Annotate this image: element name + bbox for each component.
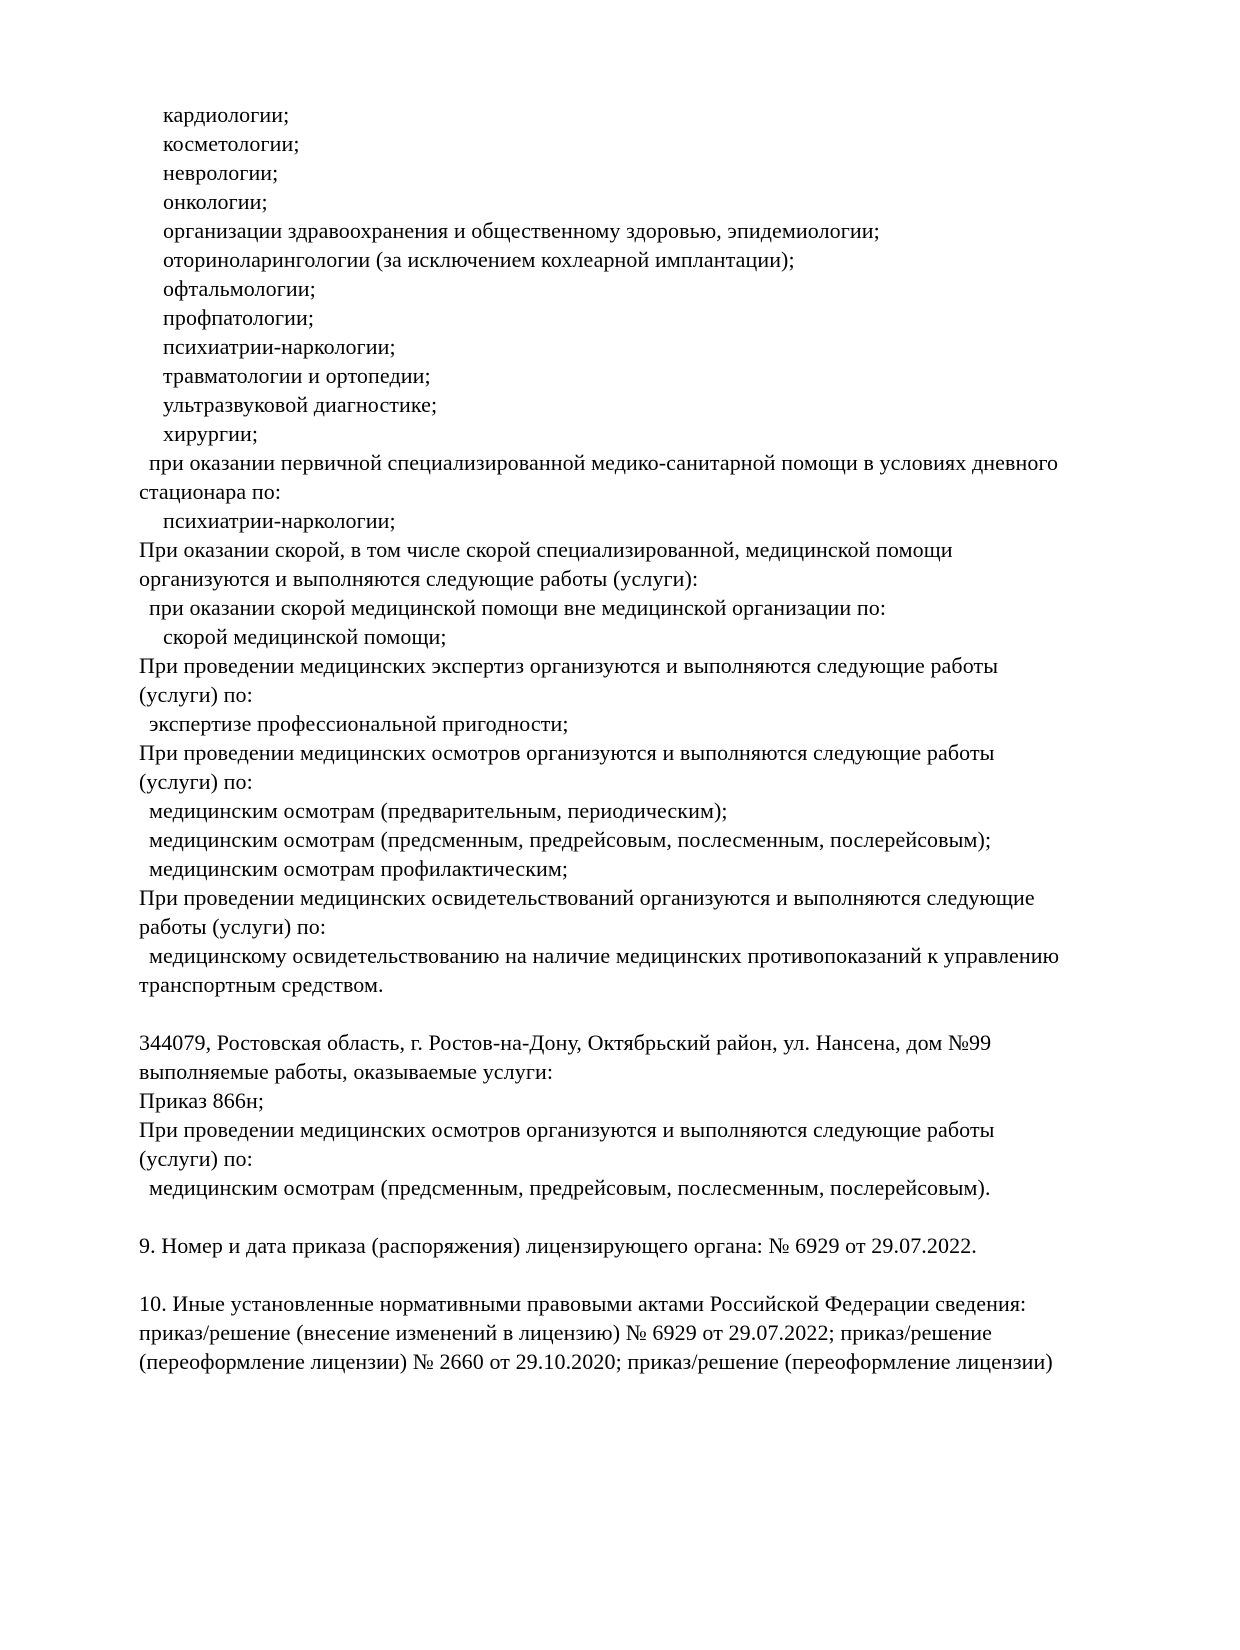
text-line: При проведении медицинских освидетельствований организуются и выполняются следующие [139,885,1035,910]
text-line: (услуги) по: [139,682,253,707]
text-line: скорой медицинской помощи; [163,624,447,649]
text-line: онкологии; [163,189,268,214]
text-line: транспортным средством. [139,972,384,997]
text-line: При оказании скорой, в том числе скорой специализированной, медицинской помощи [139,537,953,562]
text-line: 344079, Ростовская область, г. Ростов-на-Дону, Октябрьский район, ул. Нансена, дом №99 [139,1030,992,1055]
text-line: косметологии; [163,131,300,156]
text-line: 10. Иные установленные нормативными правовыми актами Российской Федерации сведения: [139,1291,1027,1316]
text-line: При проведении медицинских осмотров организуются и выполняются следующие работы [139,1117,995,1142]
text-line: 9. Номер и дата приказа (распоряжения) лицензирующего органа: № 6929 от 29.07.2022. [139,1233,977,1258]
blank-line [139,1202,1219,1231]
text-line: психиатрии-наркологии; [163,508,396,533]
text-line: работы (услуги) по: [139,914,327,939]
license-text-block [139,100,1219,1376]
text-line: экспертизе профессиональной пригодности; [149,711,569,736]
text-line: офтальмологии; [163,276,316,301]
text-line: медицинским осмотрам (предварительным, периодическим); [149,798,728,823]
text-line: выполняемые работы, оказываемые услуги: [139,1059,554,1084]
blank-line [139,999,1219,1028]
text-line: оториноларингологии (за исключением кохлеарной имплантации); [163,247,795,272]
text-line: При проведении медицинских осмотров организуются и выполняются следующие работы [139,740,995,765]
text-line: медицинским осмотрам (предсменным, предрейсовым, послесменным, послерейсовым). [149,1175,991,1200]
text-line: (услуги) по: [139,769,253,794]
text-line: стационара по: [139,479,282,504]
text-line: кардиологии; [163,102,290,127]
text-line: (услуги) по: [139,1146,253,1171]
text-line: при оказании скорой медицинской помощи вне медицинской организации по: [149,595,887,620]
text-line: травматологии и ортопедии; [163,363,431,388]
text-line: профпатологии; [163,305,315,330]
text-line: (переоформление лицензии) № 2660 от 29.10.2020; приказ/решение (переоформление лицензии) [139,1349,1053,1374]
text-line: медицинским осмотрам профилактическим; [149,856,569,881]
blank-line [139,1260,1219,1289]
text-line: Приказ 866н; [139,1088,265,1113]
text-line: хирургии; [163,421,259,446]
text-line: ультразвуковой диагностике; [163,392,438,417]
text-line: психиатрии-наркологии; [163,334,396,359]
text-line: медицинским осмотрам (предсменным, предрейсовым, послесменным, послерейсовым); [149,827,992,852]
text-line: При проведении медицинских экспертиз организуются и выполняются следующие работы [139,653,999,678]
text-line: неврологии; [163,160,279,185]
text-line: организации здравоохранения и общественному здоровью, эпидемиологии; [163,218,880,243]
text-line: медицинскому освидетельствованию на наличие медицинских противопоказаний к управлению [149,943,1060,968]
text-line: приказ/решение (внесение изменений в лицензию) № 6929 от 29.07.2022; приказ/решение [139,1320,993,1345]
text-line: организуются и выполняются следующие работы (услуги): [139,566,699,591]
text-line: при оказании первичной специализированной медико-санитарной помощи в условиях дневного [149,450,1059,475]
